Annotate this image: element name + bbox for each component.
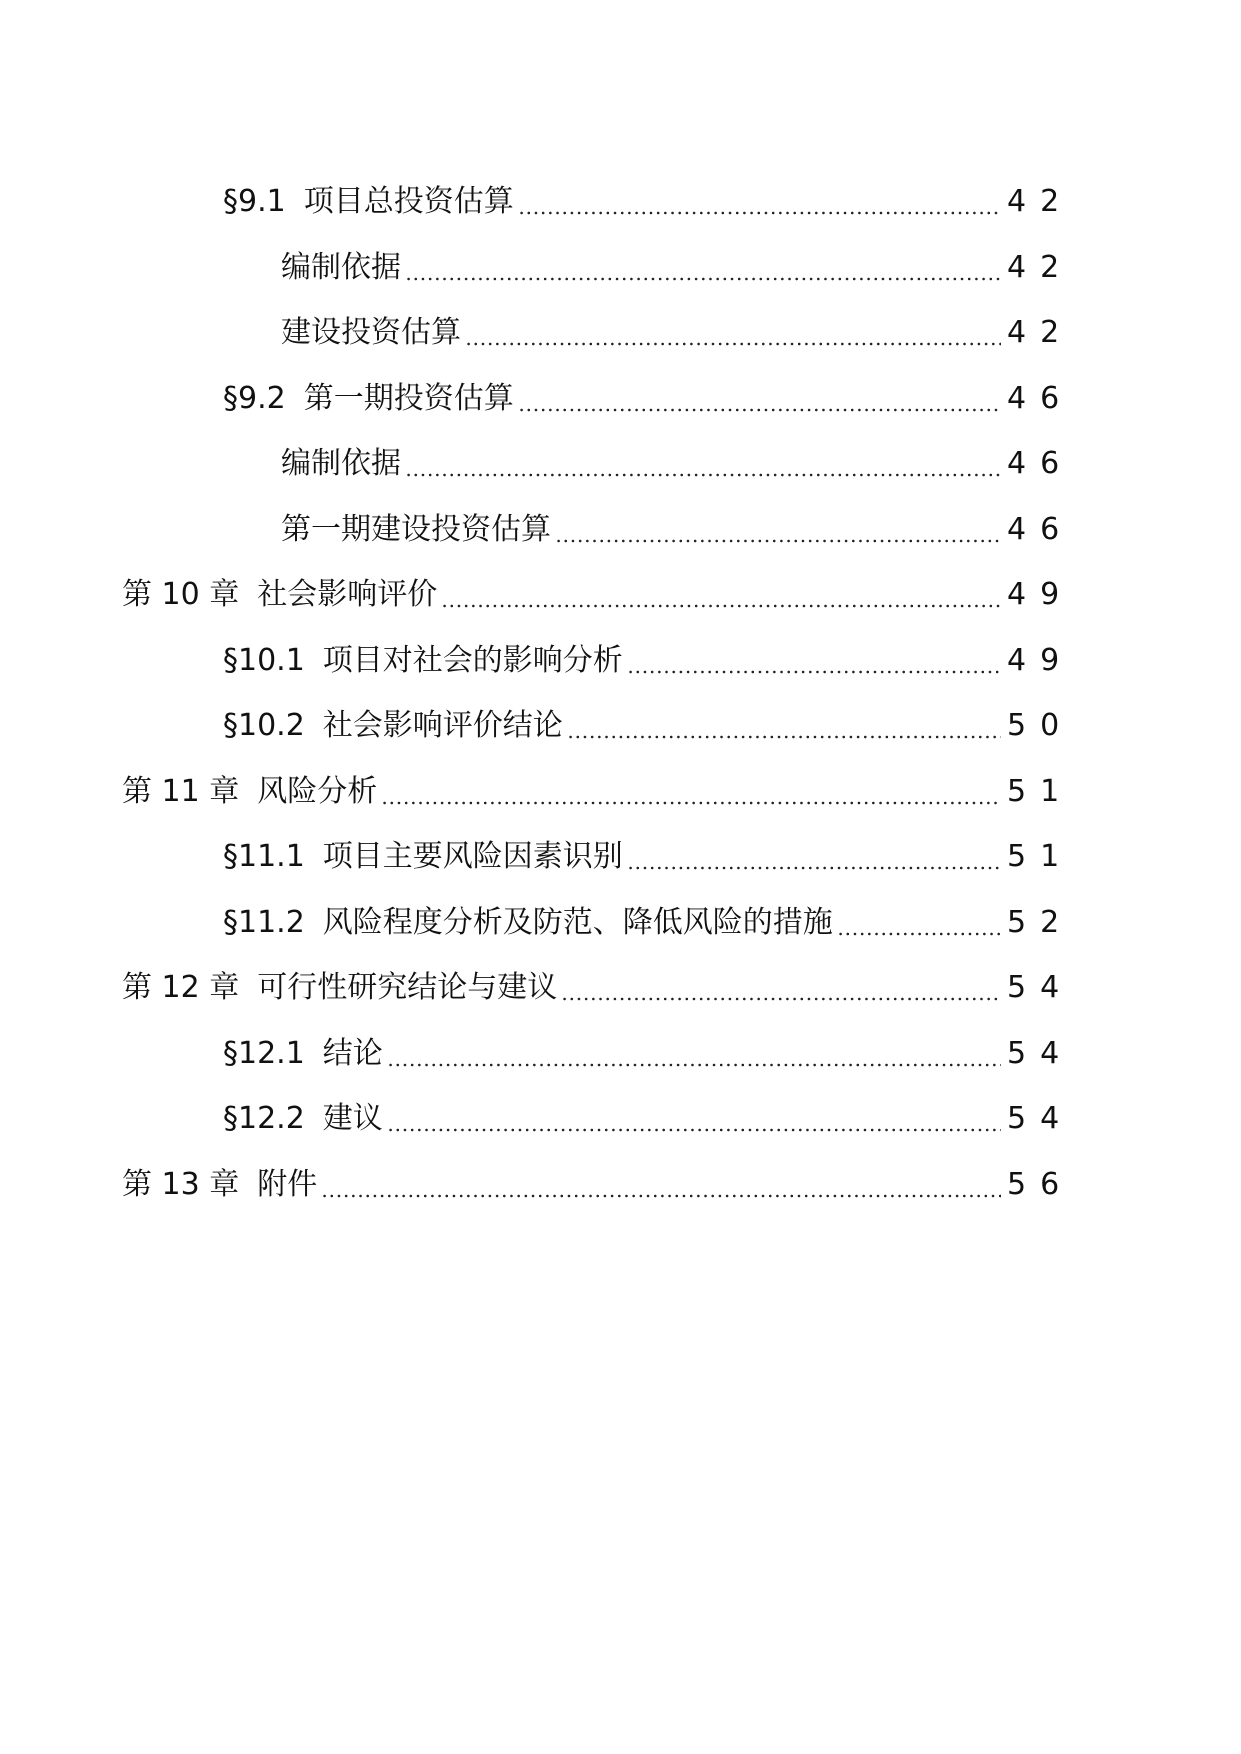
toc-entry-page: 54 (1007, 970, 1074, 1005)
dot-leader (405, 444, 1001, 484)
toc-entry-label (281, 444, 401, 484)
toc-entry-label (223, 379, 514, 419)
toc-entry-number: §11.1 (223, 839, 305, 874)
toc-entry-title: 社会影响评价结论 (322, 708, 563, 743)
toc-entry[interactable] (0, 1165, 1241, 1231)
toc-entry-page: 51 (1007, 773, 1074, 809)
toc-entry-title: 附件 (257, 1166, 318, 1202)
toc-entry-number: §10.2 (223, 708, 305, 743)
toc-entry-title: 项目对社会的影响分析 (322, 642, 623, 678)
toc-entry[interactable] (0, 313, 1241, 379)
toc-entry[interactable] (0, 1099, 1241, 1165)
toc-entry[interactable] (0, 1034, 1241, 1100)
toc-entry[interactable] (0, 575, 1241, 641)
toc-entry-page: 42 (1007, 315, 1074, 350)
toc-entry-title: 编制依据 (281, 249, 401, 285)
toc-entry-page: 50 (1007, 708, 1074, 743)
toc-entry-number: §9.2 (223, 380, 286, 416)
dot-leader (441, 575, 1001, 615)
toc-entry-title: 可行性研究结论与建议 (257, 970, 558, 1005)
toc-entry-title: 社会影响评价 (257, 577, 438, 612)
toc-entry-title: 风险分析 (257, 773, 378, 809)
toc-entry-title: 编制依据 (281, 446, 401, 481)
toc-entry-label (223, 706, 563, 746)
toc-entry-title: 建议 (322, 1101, 383, 1136)
toc-entry-number: 第 12 章 (122, 970, 240, 1005)
toc-entry-number: 第 10 章 (122, 577, 240, 612)
toc-entry-label (122, 772, 377, 812)
toc-entry-title: 建设投资估算 (281, 315, 461, 350)
toc-entry-label (281, 248, 401, 288)
toc-entry-page: 42 (1007, 184, 1074, 219)
toc-entry[interactable] (0, 837, 1241, 903)
toc-entry-page: 46 (1007, 511, 1074, 547)
dot-leader (837, 903, 1001, 943)
toc-entry-label (281, 510, 551, 550)
toc-entry-label (223, 1099, 383, 1139)
toc-entry[interactable] (0, 510, 1241, 576)
toc-entry-title: 第一期建设投资估算 (281, 511, 551, 547)
dot-leader (627, 837, 1001, 877)
toc-entry-label (223, 641, 623, 681)
toc-entry-title: 项目总投资估算 (303, 184, 514, 219)
dot-leader (465, 313, 1001, 353)
table-of-contents (0, 182, 1241, 1230)
toc-entry-number: §9.1 (223, 184, 286, 219)
toc-entry[interactable] (0, 772, 1241, 838)
dot-leader (518, 182, 1001, 222)
dot-leader (321, 1165, 1001, 1205)
dot-leader (405, 248, 1001, 288)
toc-entry-label (223, 1034, 383, 1074)
toc-entry-page: 49 (1007, 642, 1074, 678)
dot-leader (561, 968, 1001, 1008)
toc-entry-label (122, 1165, 317, 1205)
toc-entry-number: 第 11 章 (122, 773, 240, 809)
toc-entry[interactable] (0, 968, 1241, 1034)
toc-entry-title: 结论 (322, 1035, 383, 1071)
dot-leader (627, 641, 1001, 681)
toc-entry-page: 51 (1007, 839, 1074, 874)
toc-entry-label (223, 182, 514, 222)
toc-entry[interactable] (0, 379, 1241, 445)
dot-leader (518, 379, 1001, 419)
dot-leader (555, 510, 1001, 550)
toc-entry-number: 第 13 章 (122, 1166, 240, 1202)
toc-entry[interactable] (0, 248, 1241, 314)
toc-entry-number: §12.1 (223, 1035, 305, 1071)
toc-entry-page: 46 (1007, 380, 1074, 416)
toc-entry-label (281, 313, 461, 353)
toc-entry-title: 项目主要风险因素识别 (322, 839, 623, 874)
toc-entry[interactable] (0, 182, 1241, 248)
toc-entry[interactable] (0, 706, 1241, 772)
dot-leader (387, 1034, 1001, 1074)
toc-entry-title: 第一期投资估算 (303, 380, 514, 416)
toc-entry-label (223, 837, 623, 877)
dot-leader (387, 1099, 1001, 1139)
toc-entry[interactable] (0, 641, 1241, 707)
toc-entry-label (122, 575, 437, 615)
dot-leader (381, 772, 1001, 812)
toc-entry-page: 52 (1007, 904, 1074, 940)
toc-entry-number: §10.1 (223, 642, 305, 678)
toc-entry-number: §12.2 (223, 1101, 305, 1136)
toc-entry-page: 54 (1007, 1101, 1074, 1136)
toc-entry[interactable] (0, 444, 1241, 510)
toc-entry-label (122, 968, 557, 1008)
toc-entry-number: §11.2 (223, 904, 305, 940)
toc-entry-page: 54 (1007, 1035, 1074, 1071)
toc-entry-page: 49 (1007, 577, 1074, 612)
toc-entry-title: 风险程度分析及防范、降低风险的措施 (322, 904, 833, 940)
dot-leader (567, 706, 1001, 746)
toc-entry-label (223, 903, 833, 943)
toc-entry-page: 42 (1007, 249, 1074, 285)
toc-entry-page: 46 (1007, 446, 1074, 481)
toc-entry[interactable] (0, 903, 1241, 969)
toc-entry-page: 56 (1007, 1166, 1074, 1202)
